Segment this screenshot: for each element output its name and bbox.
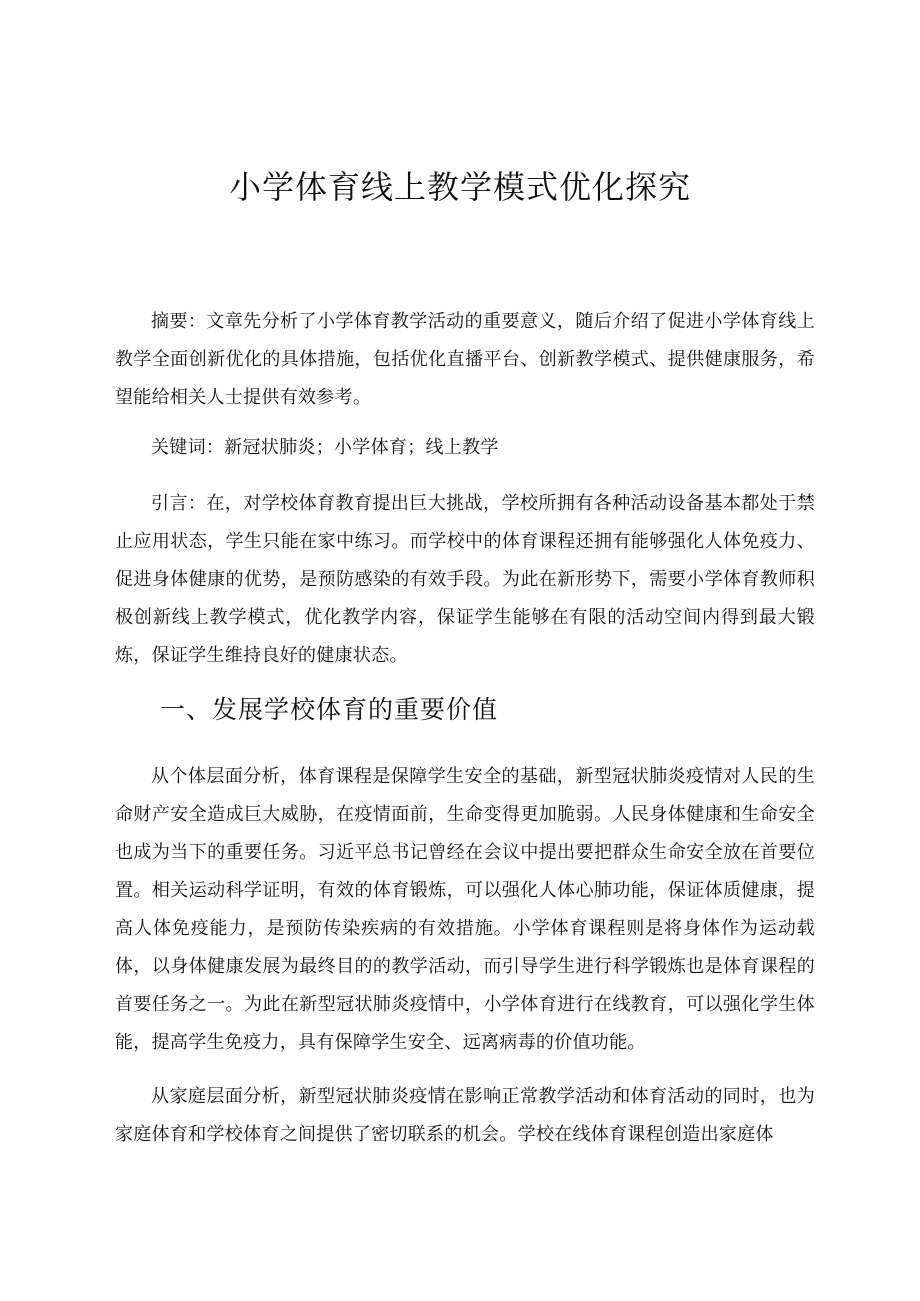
keywords-label: 关键词： — [151, 437, 225, 458]
abstract-text: 文章先分析了小学体育教学活动的重要意义，随后介绍了促进小学体育线上教学全面创新优化的具体措施，包括优化直播平台、创新教学模式、提供健康服务，希望能给相关人士提供有效参考。 — [115, 311, 815, 408]
intro-label: 引言： — [151, 493, 207, 514]
abstract-label: 摘要： — [151, 311, 207, 332]
section-paragraph-2: 从家庭层面分析，新型冠状肺炎疫情在影响正常教学活动和体育活动的同时，也为家庭体育和学校体育之间提供了密切联系的机会。学校在线体育课程创造出家庭体 — [115, 1086, 815, 1145]
section-heading: 一、发展学校体育的重要价值 — [160, 695, 499, 724]
section-paragraph-1: 从个体层面分析，体育课程是保障学生安全的基础，新型冠状肺炎疫情对人民的生命财产安全造成巨大威胁，在疫情面前，生命变得更加脆弱。人民身体健康和生命安全也成为当下的重要任务。习近平总书记曾经在会议中提出要把群众生命安全放在首要位置。相关运动科学证明，有效的体育锻炼，可以强化人体心肺功能，保证体质健康，提高人体免疫能力，是预防传染疾病的有效措施。小学体育课程则是将身体作为运动载体，以身体健康发展为最终目的的教学活动，而引导学生进行科学锻炼也是体育课程的首要任务之一。为此在新型冠状肺炎疫情中，小学体育进行在线教育，可以强化学生体能，提高学生免疫力，具有保障学生安全、远离病毒的价值功能。 — [115, 766, 815, 1053]
intro-text: 在，对学校体育教育提出巨大挑战，学校所拥有各种活动设备基本都处于禁止应用状态，学生只能在家中练习。而学校中的体育课程还拥有能够强化人体免疫力、促进身体健康的优势，是预防感染的有效手段。为此在新形势下，需要小学体育教师积极创新线上教学模式，优化教学内容，保证学生能够在有限的活动空间内得到最大锻炼，保证学生维持良好的健康状态。 — [115, 493, 815, 666]
abstract-paragraph — [115, 303, 815, 417]
keywords-text: 新冠状肺炎；小学体育；线上教学 — [224, 437, 499, 458]
intro-paragraph — [115, 485, 815, 675]
keywords-paragraph — [115, 429, 815, 467]
document-title: 小学体育线上教学模式优化探究 — [228, 168, 691, 206]
